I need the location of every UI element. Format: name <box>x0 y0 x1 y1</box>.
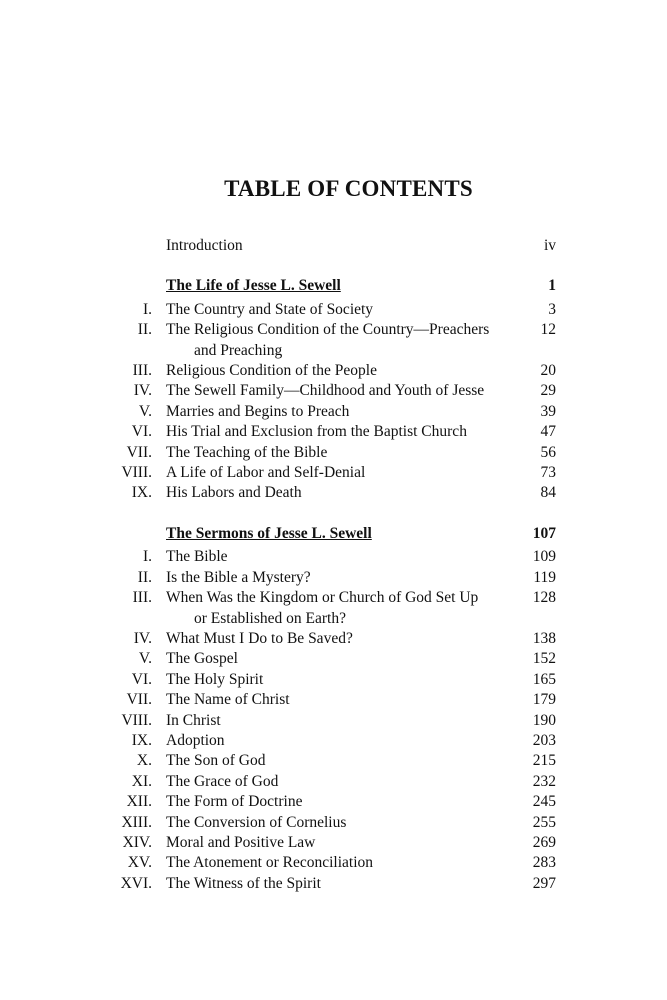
chapter-page-number: 215 <box>532 752 556 770</box>
chapter-title-text: What Must I Do to Be Saved? <box>166 629 353 647</box>
chapter-page-number: 39 <box>540 402 556 420</box>
part-title: The Sermons of Jesse L. Sewell <box>166 524 372 542</box>
chapter-title <box>166 361 516 381</box>
chapter-page-number: 119 <box>533 568 556 586</box>
chapter-title <box>166 422 516 442</box>
page-title: TABLE OF CONTENTS <box>224 176 473 201</box>
chapter-title-text: The Teaching of the Bible <box>166 443 328 461</box>
chapter-title <box>166 320 516 361</box>
toc-chapter-entry[interactable] <box>0 690 667 710</box>
chapter-title-text: The Grace of God <box>166 772 279 790</box>
chapter-number: II. <box>137 321 152 339</box>
chapter-title <box>166 792 516 812</box>
toc-entry-introduction[interactable] <box>0 236 667 256</box>
chapter-title <box>166 629 516 649</box>
chapter-title-text: Religious Condition of the People <box>166 362 377 380</box>
toc-part-heading[interactable] <box>0 524 667 544</box>
chapter-title-text: Adoption <box>166 731 225 749</box>
chapter-title <box>166 751 516 771</box>
chapter-title-text: The Name of Christ <box>166 691 290 709</box>
chapter-number: VI. <box>131 423 152 441</box>
toc-chapter-entry[interactable] <box>0 772 667 792</box>
chapter-title <box>166 772 516 792</box>
chapter-page-number: 84 <box>540 484 556 502</box>
toc-chapter-entry[interactable] <box>0 443 667 463</box>
chapter-page-number: 269 <box>532 833 556 851</box>
chapter-title-text: His Trial and Exclusion from the Baptist Church <box>166 423 467 441</box>
toc-chapter-entry[interactable] <box>0 670 667 690</box>
chapter-number: II. <box>137 568 152 586</box>
chapter-title-text: Moral and Positive Law <box>166 833 316 851</box>
chapter-number: VI. <box>131 670 152 688</box>
chapter-title <box>166 381 516 401</box>
chapter-title <box>166 670 516 690</box>
chapter-number: VIII. <box>121 464 152 482</box>
chapter-number: XII. <box>126 793 152 811</box>
toc-chapter-entry[interactable] <box>0 463 667 483</box>
toc-chapter-entry[interactable] <box>0 483 667 503</box>
chapter-page-number: 179 <box>532 691 556 709</box>
chapter-page-number: 165 <box>532 670 556 688</box>
chapter-title-text: The Holy Spirit <box>166 670 264 688</box>
chapter-title-continuation: or Established on Earth? <box>194 609 346 627</box>
toc-chapter-entry[interactable] <box>0 402 667 422</box>
chapter-title <box>166 649 516 669</box>
chapter-number: XI. <box>131 772 152 790</box>
chapter-page-number: 109 <box>532 548 556 566</box>
toc-chapter-entry[interactable] <box>0 649 667 669</box>
chapter-title-text: The Bible <box>166 548 228 566</box>
chapter-page-number: 232 <box>532 772 556 790</box>
chapter-page-number: 3 <box>548 300 556 318</box>
chapter-number: XIII. <box>121 813 152 831</box>
section-spacer <box>0 504 667 524</box>
part-page-number: 1 <box>548 277 556 295</box>
chapter-number: XIV. <box>122 833 152 851</box>
chapter-title <box>166 547 516 567</box>
chapter-number: III. <box>132 589 152 607</box>
chapter-page-number: 138 <box>532 629 556 647</box>
toc-chapter-entry[interactable] <box>0 568 667 588</box>
chapter-title-text: The Son of God <box>166 752 266 770</box>
toc-chapter-entry[interactable] <box>0 751 667 771</box>
chapter-number: V. <box>138 402 152 420</box>
chapter-title-continuation: and Preaching <box>194 341 283 359</box>
chapter-page-number: 255 <box>532 813 556 831</box>
chapter-title-text: The Sewell Family—Childhood and Youth of Jesse <box>166 382 485 400</box>
chapter-number: IV. <box>133 382 152 400</box>
toc-chapter-entry[interactable] <box>0 547 667 567</box>
chapter-title <box>166 300 516 320</box>
toc-chapter-entry[interactable] <box>0 853 667 873</box>
chapter-number: VII. <box>126 443 152 461</box>
toc-chapter-entry[interactable] <box>0 833 667 853</box>
entry-page-number: iv <box>543 237 556 254</box>
toc-chapter-entry[interactable] <box>0 422 667 442</box>
part-title: The Life of Jesse L. Sewell <box>166 277 341 295</box>
chapter-title-text: A Life of Labor and Self-Denial <box>166 464 366 482</box>
toc-chapter-entry[interactable] <box>0 320 667 361</box>
chapter-page-number: 56 <box>540 443 556 461</box>
chapter-number: IV. <box>133 629 152 647</box>
section-spacer <box>0 256 667 276</box>
chapter-page-number: 73 <box>540 464 556 482</box>
chapter-title-text: In Christ <box>166 711 221 729</box>
chapter-page-number: 12 <box>540 321 556 339</box>
toc-chapter-entry[interactable] <box>0 731 667 751</box>
chapter-page-number: 203 <box>532 731 556 749</box>
chapter-number: XVI. <box>120 874 152 892</box>
chapter-title-text: The Country and State of Society <box>166 300 374 318</box>
chapter-page-number: 128 <box>532 589 556 607</box>
toc-chapter-entry[interactable] <box>0 588 667 629</box>
chapter-page-number: 47 <box>540 423 556 441</box>
chapter-title <box>166 588 516 629</box>
chapter-title <box>166 874 516 894</box>
chapter-title <box>166 463 516 483</box>
chapter-title <box>166 833 516 853</box>
chapter-page-number: 152 <box>532 650 556 668</box>
chapter-page-number: 20 <box>540 362 556 380</box>
chapter-page-number: 245 <box>532 793 556 811</box>
entry-title: Introduction <box>166 237 243 254</box>
chapter-page-number: 297 <box>532 874 556 892</box>
chapter-number: VII. <box>126 691 152 709</box>
chapter-title <box>166 483 516 503</box>
chapter-title-text: When Was the Kingdom or Church of God Set Up <box>166 589 479 607</box>
chapter-title <box>166 402 516 422</box>
chapter-number: VIII. <box>121 711 152 729</box>
toc-chapter-entry[interactable] <box>0 874 667 894</box>
chapter-number: X. <box>136 752 152 770</box>
chapter-title-text: The Form of Doctrine <box>166 793 303 811</box>
chapter-title <box>166 853 516 873</box>
chapter-page-number: 190 <box>532 711 556 729</box>
part-page-number: 107 <box>532 524 556 542</box>
chapter-title <box>166 568 516 588</box>
chapter-number: I. <box>142 300 152 318</box>
toc-chapter-entry[interactable] <box>0 381 667 401</box>
chapter-title-text: The Atonement or Reconciliation <box>166 854 374 872</box>
chapter-title <box>166 690 516 710</box>
chapter-title-text: The Gospel <box>166 650 238 668</box>
chapter-title-text: Marries and Begins to Preach <box>166 402 350 420</box>
chapter-title-text: The Religious Condition of the Country—Preachers <box>166 321 490 339</box>
chapter-number: III. <box>132 362 152 380</box>
chapter-title-text: The Conversion of Cornelius <box>166 813 347 831</box>
chapter-title <box>166 813 516 833</box>
table-of-contents <box>0 236 667 894</box>
chapter-page-number: 283 <box>532 854 556 872</box>
chapter-title-text: Is the Bible a Mystery? <box>166 568 311 586</box>
chapter-number: XV. <box>127 854 152 872</box>
chapter-number: IX. <box>131 484 152 502</box>
chapter-page-number: 29 <box>540 382 556 400</box>
toc-chapter-entry[interactable] <box>0 813 667 833</box>
toc-chapter-entry[interactable] <box>0 629 667 649</box>
chapter-title <box>166 443 516 463</box>
chapter-title-text: The Witness of the Spirit <box>166 874 321 892</box>
toc-chapter-entry[interactable] <box>0 300 667 320</box>
chapter-title <box>166 711 516 731</box>
toc-chapter-entry[interactable] <box>0 711 667 731</box>
toc-chapter-entry[interactable] <box>0 792 667 812</box>
toc-chapter-entry[interactable] <box>0 361 667 381</box>
chapter-number: I. <box>142 548 152 566</box>
chapter-number: IX. <box>131 731 152 749</box>
toc-part-heading[interactable] <box>0 276 667 296</box>
chapter-title-text: His Labors and Death <box>166 484 302 502</box>
chapter-title <box>166 731 516 751</box>
chapter-number: V. <box>138 650 152 668</box>
